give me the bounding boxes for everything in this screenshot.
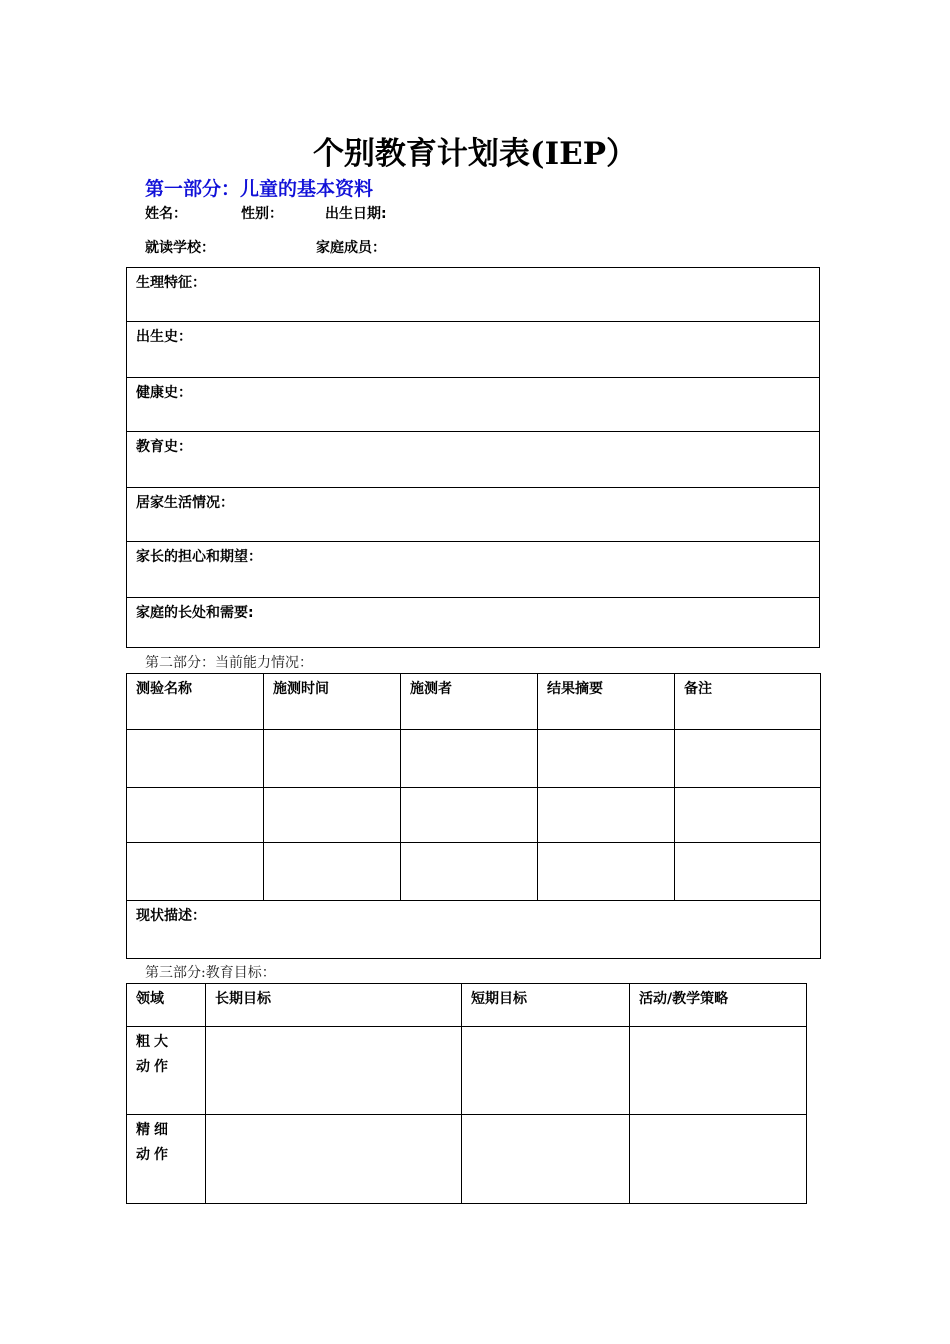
table-cell[interactable] [675,843,821,901]
header-result-summary [538,674,675,730]
table-cell[interactable] [462,1115,630,1204]
home-life-cell[interactable] [127,488,820,542]
table-cell[interactable] [630,1115,807,1204]
long-term-goal-label: 长期目标 [215,991,271,1007]
family-strengths-cell[interactable] [127,598,820,648]
physical-traits-cell[interactable] [127,268,820,322]
result-summary-label: 结果摘要 [547,681,603,697]
page-title: 个别教育计划表(IEP） [312,136,638,172]
table-cell[interactable] [675,788,821,843]
table-cell[interactable] [264,843,401,901]
table-cell[interactable] [630,1027,807,1115]
domain-fine-motor-line1: 精细 [136,1122,172,1138]
status-description-cell[interactable] [127,901,821,959]
domain-fine-motor-cell [127,1115,206,1204]
table-row [127,1115,807,1204]
parent-concerns-cell[interactable] [127,542,820,598]
family-members-label: 家庭成员： [316,240,386,256]
goals-header-row [127,984,807,1027]
table-cell[interactable] [538,788,675,843]
header-long-term-goal [206,984,462,1027]
table-cell[interactable] [462,1027,630,1115]
table-cell[interactable] [206,1115,462,1204]
ability-table [126,673,821,959]
table-row [127,1027,807,1115]
birth-history-cell[interactable] [127,322,820,378]
part2-heading: 第二部分：当前能力情况： [145,655,313,671]
physical-traits-label: 生理特征： [136,275,206,291]
school-label: 就读学校： [145,240,215,256]
part1-heading: 第一部分：儿童的基本资料 [145,178,374,200]
domain-gross-motor-line2: 动作 [136,1059,172,1075]
birth-date-label: 出生日期: [325,206,387,222]
header-test-time [264,674,401,730]
part3-heading: 第三部分:教育目标： [145,965,276,981]
domain-label: 领域 [136,991,164,1007]
table-cell[interactable] [401,843,538,901]
table-cell[interactable] [127,843,264,901]
table-cell[interactable] [538,843,675,901]
health-history-label: 健康史： [136,385,192,401]
table-cell[interactable] [206,1027,462,1115]
education-history-label: 教育史： [136,439,192,455]
header-remarks [675,674,821,730]
header-tester [401,674,538,730]
test-name-label: 测验名称 [136,681,192,697]
domain-gross-motor-cell [127,1027,206,1115]
ability-header-row [127,674,821,730]
birth-history-label: 出生史： [136,329,192,345]
parent-concerns-label: 家长的担心和期望： [136,549,262,565]
family-strengths-label: 家庭的长处和需要: [136,605,254,621]
table-cell[interactable] [264,730,401,788]
activity-strategy-label: 活动/教学策略 [639,991,729,1007]
name-label: 姓名： [145,206,187,222]
test-time-label: 施测时间 [273,681,329,697]
table-cell[interactable] [127,730,264,788]
table-cell[interactable] [401,730,538,788]
table-row [127,843,821,901]
goals-table [126,983,807,1204]
remarks-label: 备注 [684,681,712,697]
table-cell[interactable] [264,788,401,843]
gender-label: 性别： [241,206,283,222]
table-cell[interactable] [127,788,264,843]
table-cell[interactable] [401,788,538,843]
status-description-label: 现状描述： [136,908,206,924]
table-cell[interactable] [538,730,675,788]
table-cell[interactable] [675,730,821,788]
header-short-term-goal [462,984,630,1027]
domain-gross-motor-line1: 粗大 [136,1034,172,1050]
header-test-name [127,674,264,730]
basic-info-table [126,267,820,648]
header-activity-strategy [630,984,807,1027]
header-domain [127,984,206,1027]
education-history-cell[interactable] [127,432,820,488]
table-row [127,788,821,843]
health-history-cell[interactable] [127,378,820,432]
home-life-label: 居家生活情况： [136,495,234,511]
table-row [127,730,821,788]
tester-label: 施测者 [410,681,452,697]
short-term-goal-label: 短期目标 [471,991,527,1007]
domain-fine-motor-line2: 动作 [136,1147,172,1163]
